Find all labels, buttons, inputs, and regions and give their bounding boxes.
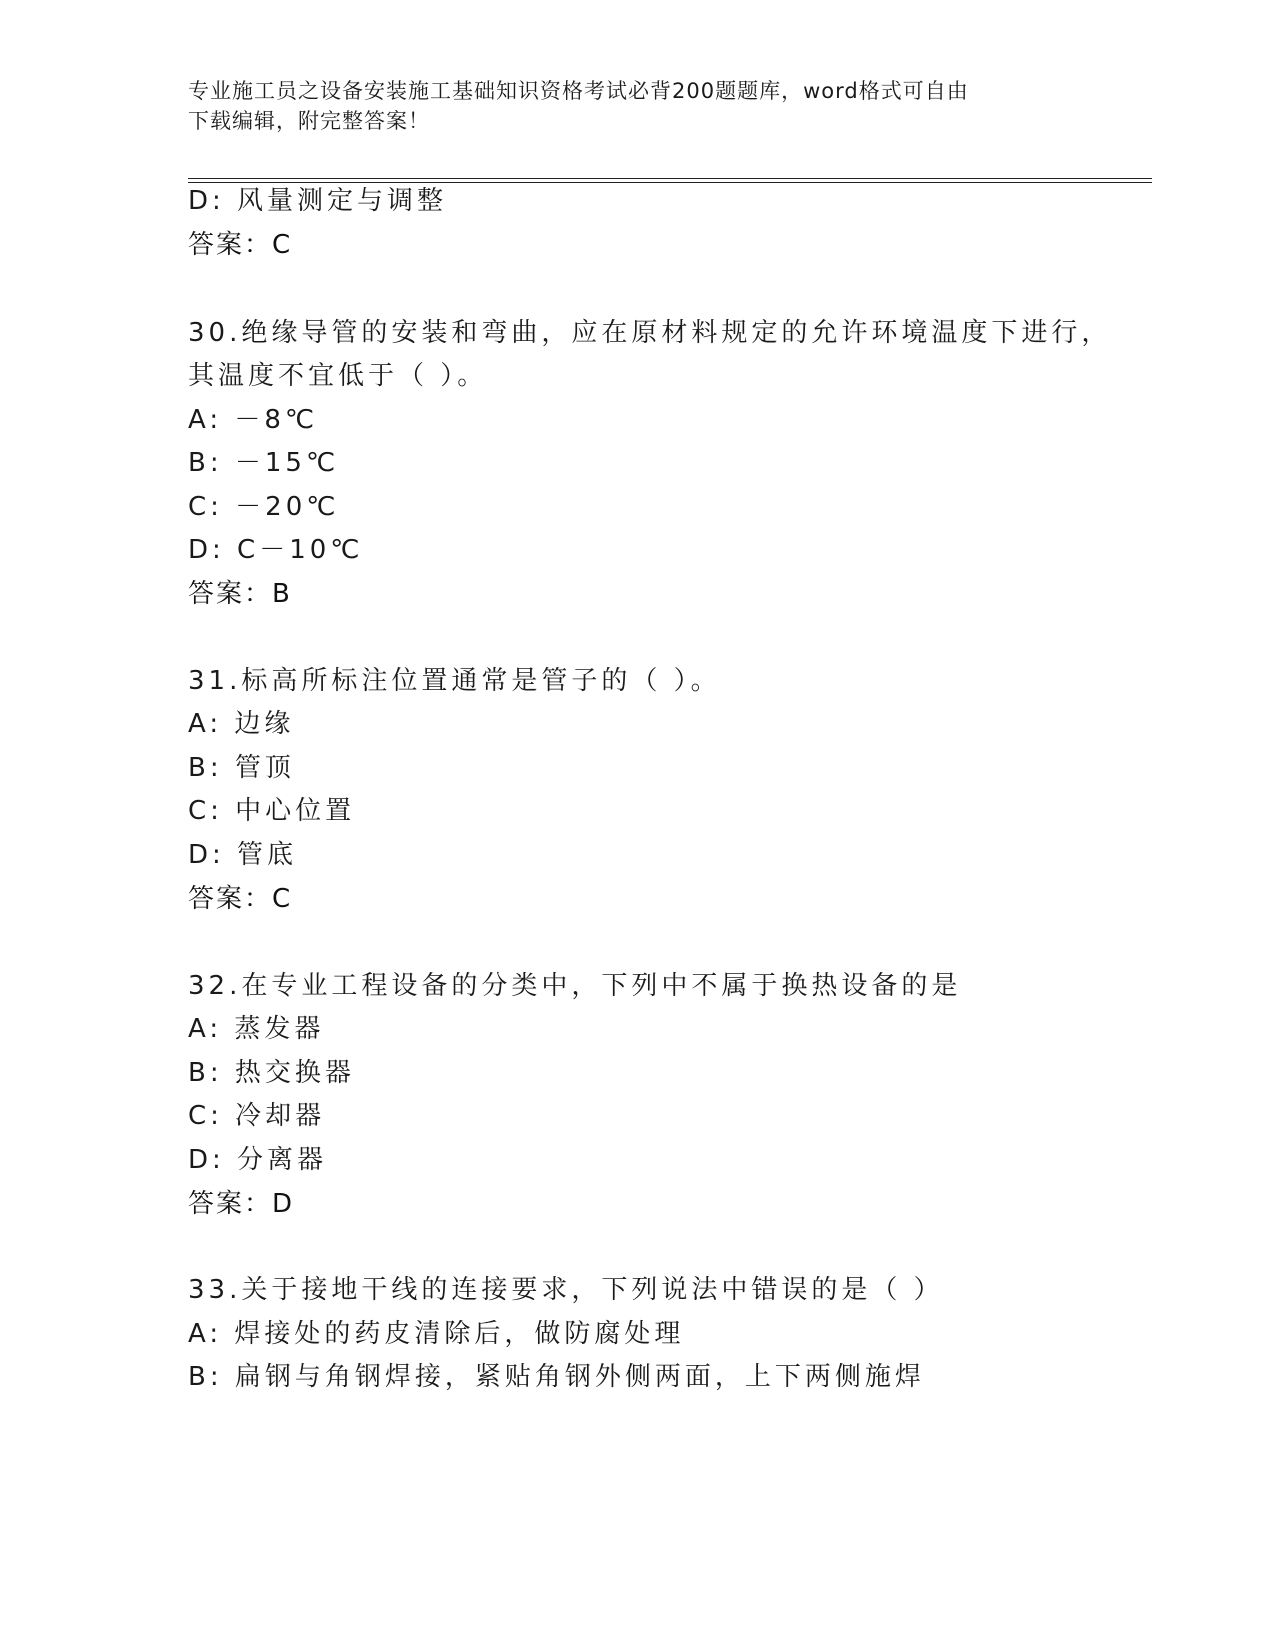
- q32-stem: 32.在专业工程设备的分类中，下列中不属于换热设备的是: [188, 971, 962, 1001]
- document-header: [188, 76, 1088, 136]
- q31-option-c: C: 中心位置: [188, 796, 356, 826]
- q32-option-d: D: 分离器: [188, 1145, 328, 1175]
- q30-option-b: B: －15℃: [188, 448, 340, 478]
- q33-option-b: B: 扁钢与角钢焊接，紧贴角钢外侧两面，上下两侧施焊: [188, 1362, 925, 1392]
- q32-option-c: C: 冷却器: [188, 1101, 326, 1131]
- q33-stem: 33.关于接地干线的连接要求，下列说法中错误的是（ ）: [188, 1275, 944, 1305]
- header-line-1: 专业施工员之设备安装施工基础知识资格考试必背200题题库，word格式可自由: [188, 79, 969, 103]
- q31-option-a: A: 边缘: [188, 709, 295, 739]
- prev-option-d: D: 风量测定与调整: [188, 186, 448, 216]
- q30-stem-line-1: 30.绝缘导管的安装和弯曲，应在原材料规定的允许环境温度下进行，: [188, 318, 1112, 348]
- q32-answer: 答案：D: [188, 1189, 295, 1219]
- q30-option-d: D: C－10℃: [188, 535, 364, 565]
- q33-option-a: A: 焊接处的药皮清除后，做防腐处理: [188, 1319, 685, 1349]
- header-divider: [188, 178, 1152, 183]
- q31-stem: 31.标高所标注位置通常是管子的（ ）。: [188, 666, 721, 696]
- q30-option-c: C: －20℃: [188, 492, 340, 522]
- q31-option-b: B: 管顶: [188, 753, 295, 783]
- q31-option-d: D: 管底: [188, 840, 298, 870]
- q31-answer: 答案：C: [188, 884, 293, 914]
- q30-option-a: A: －8℃: [188, 405, 319, 435]
- q30-answer: 答案：B: [188, 579, 292, 609]
- q30-stem-line-2: 其温度不宜低于（ ）。: [188, 361, 488, 391]
- q32-option-b: B: 热交换器: [188, 1058, 355, 1088]
- header-line-2: 下载编辑，附完整答案！: [188, 109, 430, 133]
- q32-option-a: A: 蒸发器: [188, 1014, 325, 1044]
- prev-answer: 答案：C: [188, 230, 293, 260]
